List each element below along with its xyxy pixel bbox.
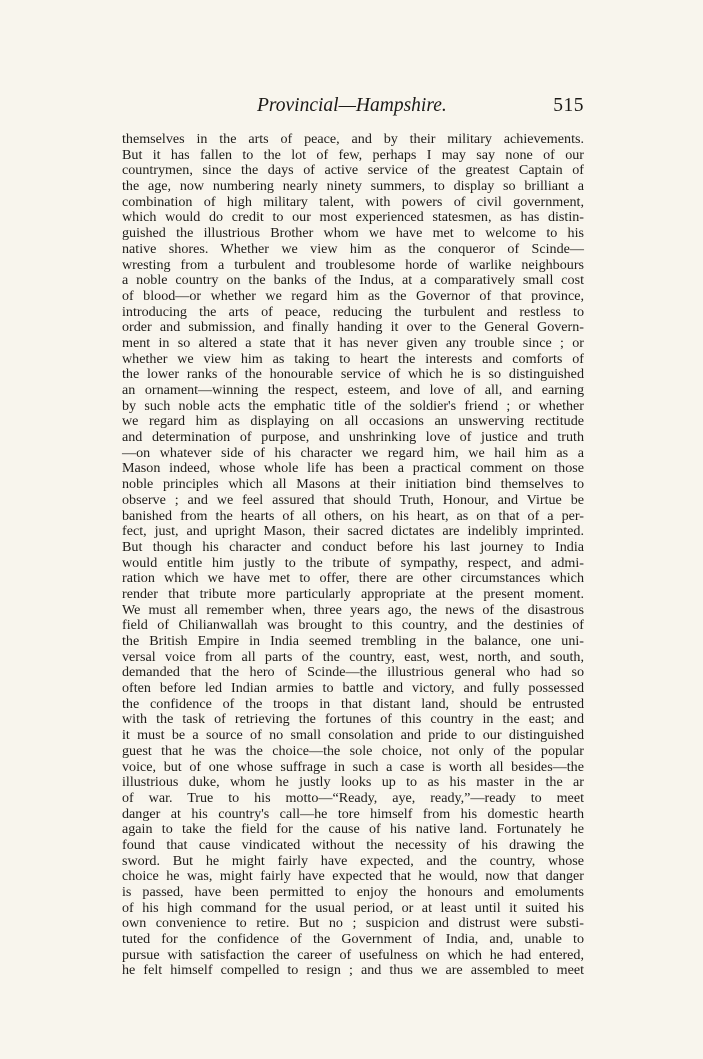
text-line: the lower ranks of the honourable service of which he is so distinguished [122,366,584,383]
text-line: fect, just, and upright Mason, their sacred dictates are indelibly imprinted. [122,523,584,540]
text-line: observe ; and we feel assured that should Truth, Honour, and Virtue be [122,491,584,508]
text-line: and determination of purpose, and unshrinking love of justice and truth [122,429,584,446]
text-line: is passed, have been permitted to enjoy the honours and emoluments [122,884,584,900]
text-line: Mason indeed, whose whole life has been a practical comment on those [122,460,584,477]
text-line: themselves in the arts of peace, and by their military achievements. [122,131,584,147]
text-line: ment in so altered a state that it has never given any trouble since ; or [122,334,584,351]
text-line: ration which we have met to offer, there are other circumstances which [122,570,584,587]
text-line: countrymen, since the days of active service of the greatest Captain of [122,162,584,179]
text-line: danger at his country's call—he tore himself from his domestic hearth [122,805,584,822]
text-line: we regard him as displaying on all occasions an unswerving rectitude [122,413,584,430]
text-line: sword. But he might fairly have expected, and the country, whose [122,852,584,869]
text-line: order and submission, and finally handing it over to the General Govern- [122,319,584,336]
text-line: guest that he was the choice—the sole choice, not only of the popular [122,742,584,759]
text-line: But it has fallen to the lot of few, perhaps I may say none of our [122,146,584,163]
text-line: of war. True to his motto—“Ready, aye, ready,”—ready to meet [122,789,584,806]
text-line: tuted for the confidence of the Government of India, and, unable to [122,931,584,948]
text-line: the confidence of the troops in that distant land, should be entrusted [122,695,584,712]
text-line: banished from the hearts of all others, on his heart, as on that of a per- [122,507,584,524]
text-line: often before led Indian armies to battle and victory, and fully possessed [122,680,584,697]
text-line: the age, now numbering nearly ninety summers, to display so brilliant a [122,178,584,195]
text-line: which would do credit to our most experienced statesmen, as has distin- [122,209,584,226]
text-line: the British Empire in India seemed trembling in the balance, one uni- [122,633,584,649]
body-text [122,132,584,979]
text-line: guished the illustrious Brother whom we have met to welcome to his [122,225,584,242]
text-line: —on whatever side of his character we regard him, we hail him as a [122,444,584,461]
text-line: We must all remember when, three years ago, the news of the disastrous [122,601,584,618]
text-line: by such noble acts the emphatic title of the soldier's friend ; or whether [122,397,584,414]
text-line: combination of high military talent, with powers of civil government, [122,193,584,210]
text-line: of blood—or whether we regard him as the Governor of that province, [122,287,584,304]
text-line: choice he was, might fairly have expected that he would, now that danger [122,868,584,885]
text-line: pursue with satisfaction the career of usefulness on which he had entered, [122,946,584,963]
text-line: of his high command for the usual period, or at least until it suited his [122,899,584,916]
text-line: whether we view him as taking to heart the interests and comforts of [122,350,584,367]
text-line: wresting from a turbulent and troublesome horde of warlike neighbours [122,256,584,273]
text-line: he felt himself compelled to resign ; and thus we are assembled to meet [122,962,584,979]
text-line: demanded that the hero of Scinde—the illustrious general who had so [122,664,584,681]
text-line: render that tribute more particularly appropriate at the present moment. [122,585,584,602]
text-line: But though his character and conduct before his last journey to India [122,538,584,555]
text-line: found that cause vindicated without the necessity of his drawing the [122,836,584,853]
text-line: own convenience to retire. But no ; suspicion and distrust were substi- [122,915,584,932]
text-line: field of Chilianwallah was brought to this country, and the destinies of [122,617,584,634]
text-line: again to take the field for the cause of his native land. Fortunately he [122,821,584,838]
running-title: Provincial—Hampshire. [257,95,447,116]
text-line: versal voice from all parts of the country, east, west, north, and south, [122,648,584,665]
text-line: illustrious duke, whom he justly looks up to as his master in the ar [122,774,584,791]
text-line: introducing the arts of peace, reducing the turbulent and restless to [122,303,584,320]
text-line: with the task of retrieving the fortunes of this country in the east; and [122,711,584,728]
text-line: a noble country on the banks of the Indus, at a comparatively small cost [122,272,584,289]
text-line: it must be a source of no small consolation and pride to our distinguished [122,727,584,744]
text-line: voice, but of one whose suffrage in such a case is worth all besides—the [122,758,584,775]
text-line: would entitle him justly to the tribute of sympathy, respect, and admi- [122,554,584,571]
page-number: 515 [553,95,584,116]
page-header [122,95,584,125]
text-line: noble principles which all Masons at their initiation bind themselves to [122,476,584,493]
text-line: an ornament—winning the respect, esteem, and love of all, and earning [122,382,584,398]
text-line: native shores. Whether we view him as the conqueror of Scinde— [122,240,584,257]
